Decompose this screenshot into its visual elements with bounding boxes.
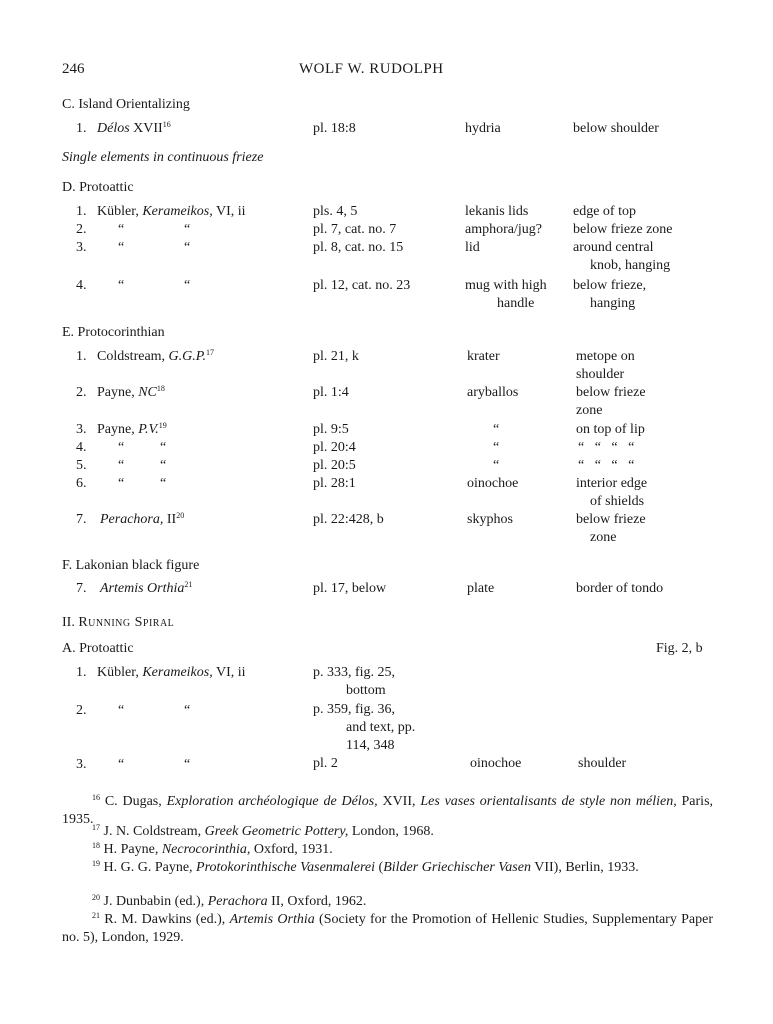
- citation: Payne, P.V.$^{19}$: [97, 421, 167, 437]
- citation: Kübler, Kerameikos, VI, ii: [97, 665, 246, 680]
- citation: Artemis Orthia$^{21}$: [100, 580, 193, 596]
- footnote: $^{16}$ C. Dugas, Exploration archéologique de Délos, XVII, Les vases orientalisants de style non mélien, Paris, 1935.: [62, 793, 714, 827]
- citation: Coldstream, G.G.P.$^{17}$: [97, 348, 215, 364]
- section-heading-ii: II. Running Spiral: [62, 615, 175, 630]
- page-number: 246: [62, 61, 85, 77]
- citation: Kübler, Kerameikos, VI, ii: [97, 204, 246, 219]
- citation: Délos XVII$^{16}$: [97, 120, 171, 136]
- footnote: $^{19}$ H. G. G. Payne, Protokorinthische Vasenmalerei (Bilder Griechischer Vasen VII), Berlin, 1933.: [92, 859, 639, 875]
- section-heading-d: D. Protoattic: [62, 180, 134, 195]
- section-heading-c: C. Island Orientalizing: [62, 97, 190, 112]
- footnote: $^{17}$ J. N. Coldstream, Greek Geometric Pottery, London, 1968.: [92, 823, 434, 839]
- section-heading-f: F. Lakonian black figure: [62, 558, 200, 573]
- footnote: $^{21}$ R. M. Dawkins (ed.), Artemis Orthia (Society for the Promotion of Hellenic Studies, Supplementary Paper no. 5), London, 1929.: [62, 911, 714, 945]
- running-head: WOLF W. RUDOLPH: [299, 61, 444, 77]
- citation: Payne, NC$^{18}$: [97, 384, 165, 400]
- subheading-single-elements: Single elements in continuous frieze: [62, 150, 264, 165]
- footnote: $^{18}$ H. Payne, Necrocorinthia, Oxford, 1931.: [92, 841, 333, 857]
- citation: Perachora, II$^{20}$: [100, 511, 185, 527]
- section-heading-ii-a: A. Protoattic: [62, 641, 134, 656]
- footnote: $^{20}$ J. Dunbabin (ed.), Perachora II, Oxford, 1962.: [92, 893, 367, 909]
- figure-reference: Fig. 2, b: [656, 641, 703, 656]
- section-heading-e: E. Protocorinthian: [62, 325, 165, 340]
